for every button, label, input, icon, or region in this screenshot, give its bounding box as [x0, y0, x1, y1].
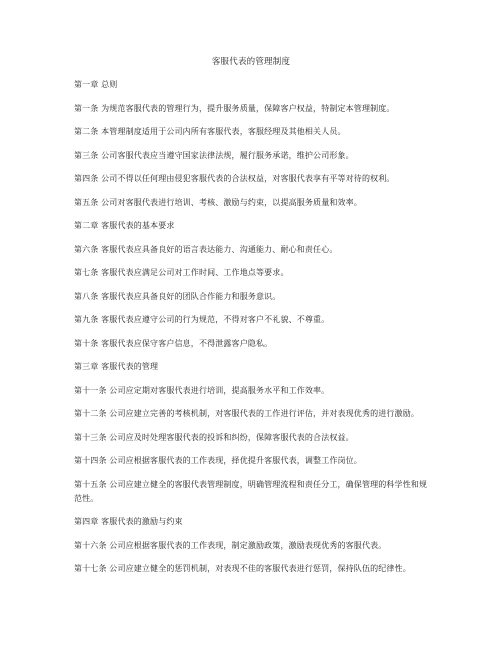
article-paragraph: 第五条 公司对客服代表进行培训、考核、激励与约束，以提高服务质量和效率。 — [74, 197, 362, 207]
article-paragraph: 第九条 客服代表应遵守公司的行为规范，不得对客户不礼貌、不尊重。 — [74, 315, 330, 324]
article-paragraph: 第十七条 公司应建立健全的惩罚机制，对表现不佳的客服代表进行惩罚，保持队伍的纪律性。 — [74, 564, 411, 573]
article-paragraph: 第一条 为规范客服代表的管理行为，提升服务质量，保障客户权益，特制定本管理制度。 — [74, 103, 395, 113]
chapter-heading-4: 第四章 客服代表的激励与约束 — [74, 517, 183, 526]
article-paragraph: 第四条 公司不得以任何理由侵犯客服代表的合法权益，对客服代表享有平等对待的权利。 — [74, 174, 395, 183]
article-paragraph: 第十五条 公司应建立健全的客服代表管理制度，明确管理流程和责任分工，确保管理的科学性和规范性。 — [74, 479, 428, 503]
article-paragraph: 第十四条 公司应根据客服代表的工作表现，择优提升客服代表，调整工作岗位。 — [74, 456, 362, 465]
chapter-heading-1: 第一章 总则 — [74, 80, 118, 89]
article-paragraph: 第二条 本管理制度适用于公司内所有客服代表，客服经理及其他相关人员。 — [74, 127, 346, 136]
article-paragraph: 第三条 公司客服代表应当遵守国家法律法规，履行服务承诺，维护公司形象。 — [74, 150, 354, 160]
article-paragraph: 第十六条 公司应根据客服代表的工作表现，制定激励政策，激励表现优秀的客服代表。 — [74, 540, 387, 550]
article-paragraph: 第六条 客服代表应具备良好的语言表达能力、沟通能力、耐心和责任心。 — [74, 244, 338, 254]
document-title: 客服代表的管理制度 — [211, 57, 291, 67]
chapter-heading-2: 第二章 客服代表的基本要求 — [74, 221, 175, 230]
article-paragraph: 第七条 客服代表应满足公司对工作时间、工作地点等要求。 — [74, 268, 289, 277]
chapter-heading-3: 第三章 客服代表的管理 — [74, 362, 159, 371]
article-paragraph: 第八条 客服代表应具备良好的团队合作能力和服务意识。 — [74, 291, 281, 301]
article-paragraph: 第十二条 公司应建立完善的考核机制，对客服代表的工作进行评估，并对表现优秀的进行激励。 — [74, 409, 419, 418]
document-body — [74, 78, 434, 586]
article-paragraph: 第十一条 公司应定期对客服代表进行培训，提高服务水平和工作效率。 — [74, 385, 330, 395]
article-paragraph: 第十三条 公司应及时处理客服代表的投诉和纠纷，保障客服代表的合法权益。 — [74, 432, 354, 442]
article-paragraph: 第十条 客服代表应保守客户信息，不得泄露客户隐私。 — [74, 338, 273, 348]
